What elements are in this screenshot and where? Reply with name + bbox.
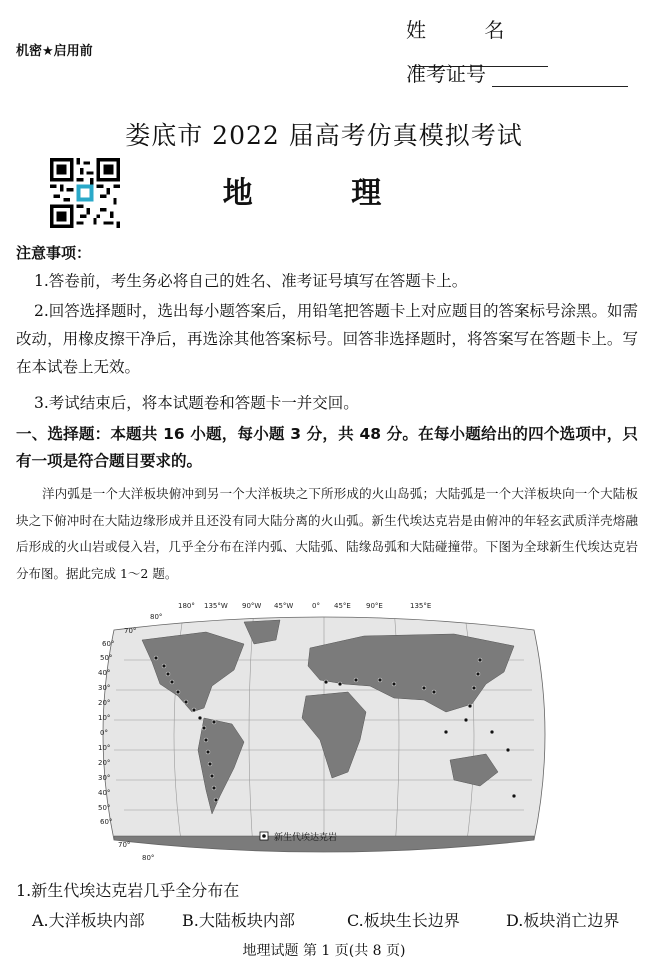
question-1-stem: 1.新生代埃达克岩几乎全分布在 <box>16 881 240 900</box>
map-lat-label: 20° <box>98 759 111 767</box>
page-footer: 地理试题 第 1 页(共 8 页) <box>242 943 406 959</box>
map-lat-label: 60° <box>100 818 113 826</box>
option-c[interactable]: C.板块生长边界 <box>347 911 460 930</box>
map-lat-label: 70° <box>118 841 131 849</box>
notice-item-3: 3.考试结束后，将本试题卷和答题卡一并交回。 <box>34 394 359 412</box>
option-d[interactable]: D.板块消亡边界 <box>506 911 620 930</box>
section-heading: 一、选择题：本题共 16 小题，每小题 3 分，共 48 分。在每小题给出的四个选项中，只有一项是符合题目要求的。 <box>16 425 638 470</box>
map-lat-label: 0° <box>100 729 108 737</box>
map-lat-label: 30° <box>98 684 111 692</box>
id-field <box>406 58 638 87</box>
map-lon-label: 45°W <box>274 602 294 610</box>
exam-title: 娄底市 2022 届高考仿真模拟考试 <box>125 121 523 150</box>
map-lon-label: 135°E <box>410 602 432 610</box>
world-map-figure <box>94 600 550 868</box>
id-label: 准考证号 <box>406 62 486 86</box>
id-blank[interactable] <box>492 66 628 87</box>
notice-item-2: 2.回答选择题时，选出每小题答案后，用铅笔把答题卡上对应题目的答案标号涂黑。如需改动，用橡皮擦干净后，再选涂其他答案标号。回答非选择题时，将答案写在答题卡上。写在本试卷上无效。 <box>16 302 638 376</box>
name-label: 姓 名 <box>406 18 531 42</box>
map-lon-label: 45°E <box>334 602 351 610</box>
map-lat-label: 10° <box>98 744 111 752</box>
option-b[interactable]: B.大陆板块内部 <box>182 911 295 930</box>
subject-title: 地 理 <box>222 176 426 211</box>
map-lat-label: 80° <box>142 854 155 862</box>
map-lon-label: 180° <box>178 602 195 610</box>
map-lat-label: 80° <box>150 613 163 621</box>
notice-item-1: 1.答卷前，考生务必将自己的姓名、准考证号填写在答题卡上。 <box>34 272 468 290</box>
map-lat-label: 50° <box>100 654 113 662</box>
map-lon-label: 135°W <box>204 602 228 610</box>
map-lat-label: 10° <box>98 714 111 722</box>
map-lon-label: 90°E <box>366 602 383 610</box>
notice-heading: 注意事项： <box>16 244 92 262</box>
question-intro: 洋内弧是一个大洋板块俯冲到另一个大洋板块之下所形成的火山岛弧；大陆弧是一个大洋板块向一个大陆板块之下俯冲时在大陆边缘形成并且还没有同大陆分离的火山弧。新生代埃达克岩是由俯冲的年轻玄武质洋壳熔融后形成的火山岩或侵入岩，几乎全分布在洋内弧、大陆弧、陆缘岛弧和大陆碰撞带。下图为全球新生代埃达克岩分布图。据此完成 1～2 题。 <box>16 486 638 581</box>
map-lon-label: 90°W <box>242 602 262 610</box>
map-lat-label: 60° <box>102 640 115 648</box>
map-lat-label: 40° <box>98 669 111 677</box>
option-a[interactable]: A.大洋板块内部 <box>32 911 145 930</box>
map-lon-label: 0° <box>312 602 320 610</box>
map-lat-label: 40° <box>98 789 111 797</box>
map-lat-label: 30° <box>98 774 111 782</box>
map-lat-label: 20° <box>98 699 111 707</box>
map-legend-label: 新生代埃达克岩 <box>274 833 338 843</box>
map-lat-label: 50° <box>98 804 111 812</box>
confidential-mark: 机密★启用前 <box>16 44 93 59</box>
map-lat-label: 70° <box>124 627 137 635</box>
